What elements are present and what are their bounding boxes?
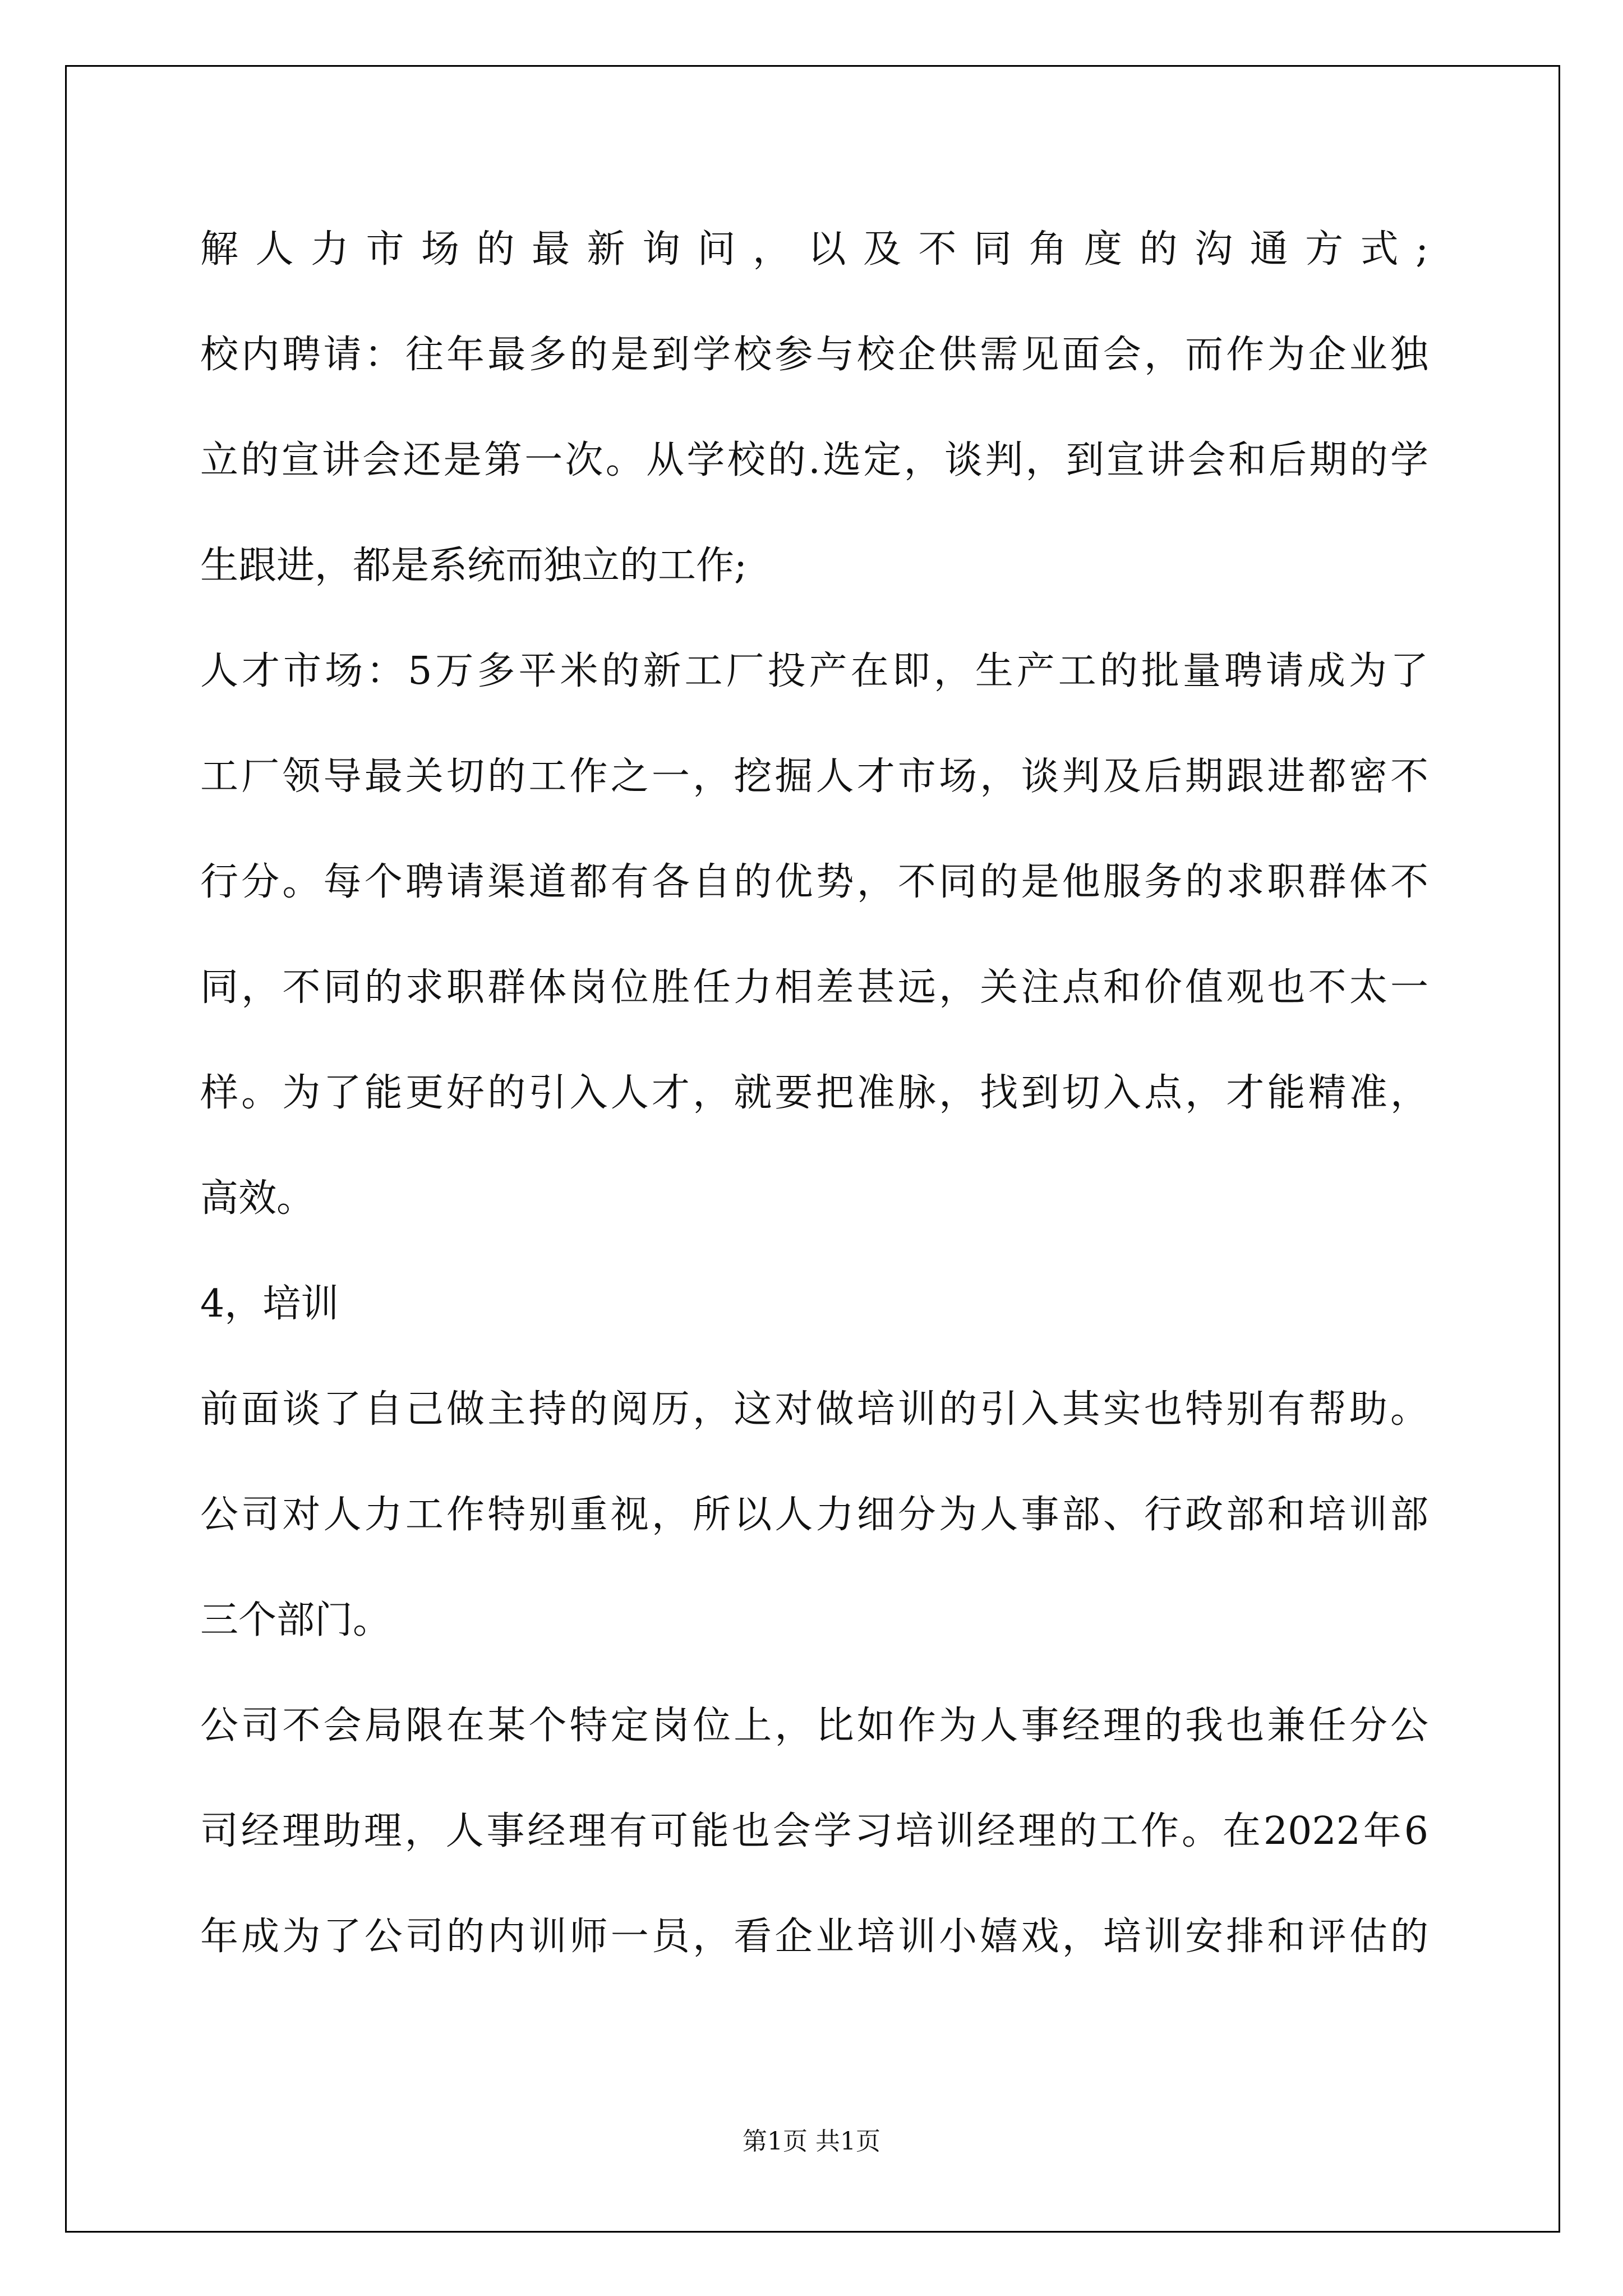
paragraph-line: 高效。 [200,1176,315,1221]
paragraph-line: 年成为了公司的内训师一员，看企业培训小嬉戏，培训安排和评估的 [200,1915,1428,1959]
paragraph-line: 生跟进，都是系统而独立的工作; [200,544,747,588]
paragraph-line: 立的宣讲会还是第一次。从学校的.选定，谈判，到宣讲会和后期的学 [200,438,1428,482]
paragraph-line: 样。为了能更好的引入人才，就要把准脉，找到切入点，才能精准， [200,1071,1428,1115]
paragraph-line: 校内聘请：往年最多的是到学校参与校企供需见面会，而作为企业独 [200,333,1428,377]
page-border [65,65,1560,2233]
section-heading: 4，培训 [200,1282,339,1326]
paragraph-line: 同，不同的求职群体岗位胜任力相差甚远，关注点和价值观也不太一 [200,965,1428,1010]
paragraph-line: 解人力市场的最新询问，以及不同角度的沟通方式; [200,227,1428,272]
paragraph-line: 前面谈了自己做主持的阅历，这对做培训的引入其实也特别有帮助。 [200,1387,1428,1432]
paragraph-line: 司经理助理，人事经理有可能也会学习培训经理的工作。在2022年6 [200,1809,1428,1853]
paragraph-line: 三个部门。 [200,1598,391,1642]
paragraph-line: 公司不会局限在某个特定岗位上，比如作为人事经理的我也兼任分公 [200,1704,1428,1748]
paragraph-line: 工厂领导最关切的工作之一，挖掘人才市场，谈判及后期跟进都密不 [200,754,1428,799]
paragraph-line: 公司对人力工作特别重视，所以人力细分为人事部、行政部和培训部 [200,1493,1428,1537]
paragraph-line: 人才市场：5万多平米的新工厂投产在即，生产工的批量聘请成为了 [200,649,1428,693]
paragraph-line: 行分。每个聘请渠道都有各自的优势，不同的是他服务的求职群体不 [200,860,1428,904]
page-footer: 第1页 共1页 [743,2127,880,2156]
